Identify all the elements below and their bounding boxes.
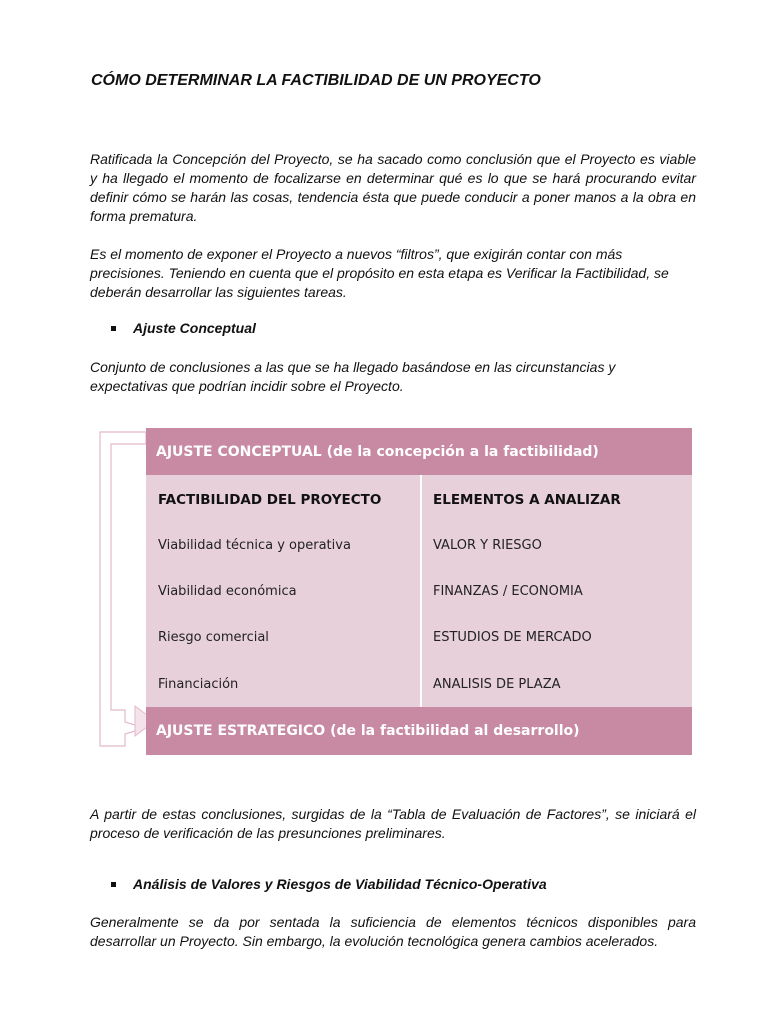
band-ajuste-conceptual: AJUSTE CONCEPTUAL (de la concepción a la factibilidad) <box>146 428 692 475</box>
paragraph-conclusiones: A partir de estas conclusiones, surgidas de la “Tabla de Evaluación de Factores”, se iniciará el proceso de verificación de las presunciones preliminares. <box>90 806 696 841</box>
right-item: ANALISIS DE PLAZA <box>433 677 561 692</box>
bullet-marker <box>111 882 116 887</box>
page-title: CÓMO DETERMINAR LA FACTIBILIDAD DE UN PROYECTO <box>91 72 541 89</box>
bullet-label: Ajuste Conceptual <box>133 320 256 336</box>
left-item: Viabilidad técnica y operativa <box>158 538 351 553</box>
header-factibilidad: FACTIBILIDAD DEL PROYECTO <box>158 492 382 508</box>
right-item: ESTUDIOS DE MERCADO <box>433 630 592 645</box>
bullet-ajuste-conceptual <box>111 320 256 336</box>
header-elementos: ELEMENTOS A ANALIZAR <box>433 492 621 508</box>
paragraph-conjunto: Conjunto de conclusiones a las que se ha llegado basándose en las circunstancias y expectativas que podrían incidir sobre el Proyecto. <box>90 359 616 394</box>
paragraph-generalmente: Generalmente se da por sentada la suficiencia de elementos técnicos disponibles para desarrollar un Proyecto. Sin embargo, la evolución tecnológica genera cambios acelerados. <box>90 914 696 949</box>
paragraph-intro: Ratificada la Concepción del Proyecto, se ha sacado como conclusión que el Proyecto es viable y ha llegado el momento de focalizarse en determinar qué es lo que se hará procurando evitar definir cómo se harán las cosas, tendencia ésta que puede conducir a poner manos a la obra en forma prematura. <box>90 151 696 224</box>
left-item: Viabilidad económica <box>158 584 297 599</box>
left-item: Riesgo comercial <box>158 630 269 645</box>
right-item: VALOR Y RIESGO <box>433 538 542 553</box>
column-divider <box>420 475 422 707</box>
bullet-marker <box>111 326 116 331</box>
right-item: FINANZAS / ECONOMIA <box>433 584 583 599</box>
bullet-analisis-valores <box>111 876 547 892</box>
diagram-panel <box>146 428 692 755</box>
left-item: Financiación <box>158 677 239 692</box>
factibilidad-diagram <box>95 428 698 756</box>
band-ajuste-estrategico: AJUSTE ESTRATEGICO (de la factibilidad al desarrollo) <box>146 707 692 755</box>
bullet-label: Análisis de Valores y Riesgos de Viabilidad Técnico-Operativa <box>133 876 547 892</box>
paragraph-filters: Es el momento de exponer el Proyecto a nuevos “filtros”, que exigirán contar con más precisiones. Teniendo en cuenta que el propósito en esta etapa es Verificar la Factibilidad, se deberán desarrollar las siguientes tareas. <box>90 246 669 300</box>
